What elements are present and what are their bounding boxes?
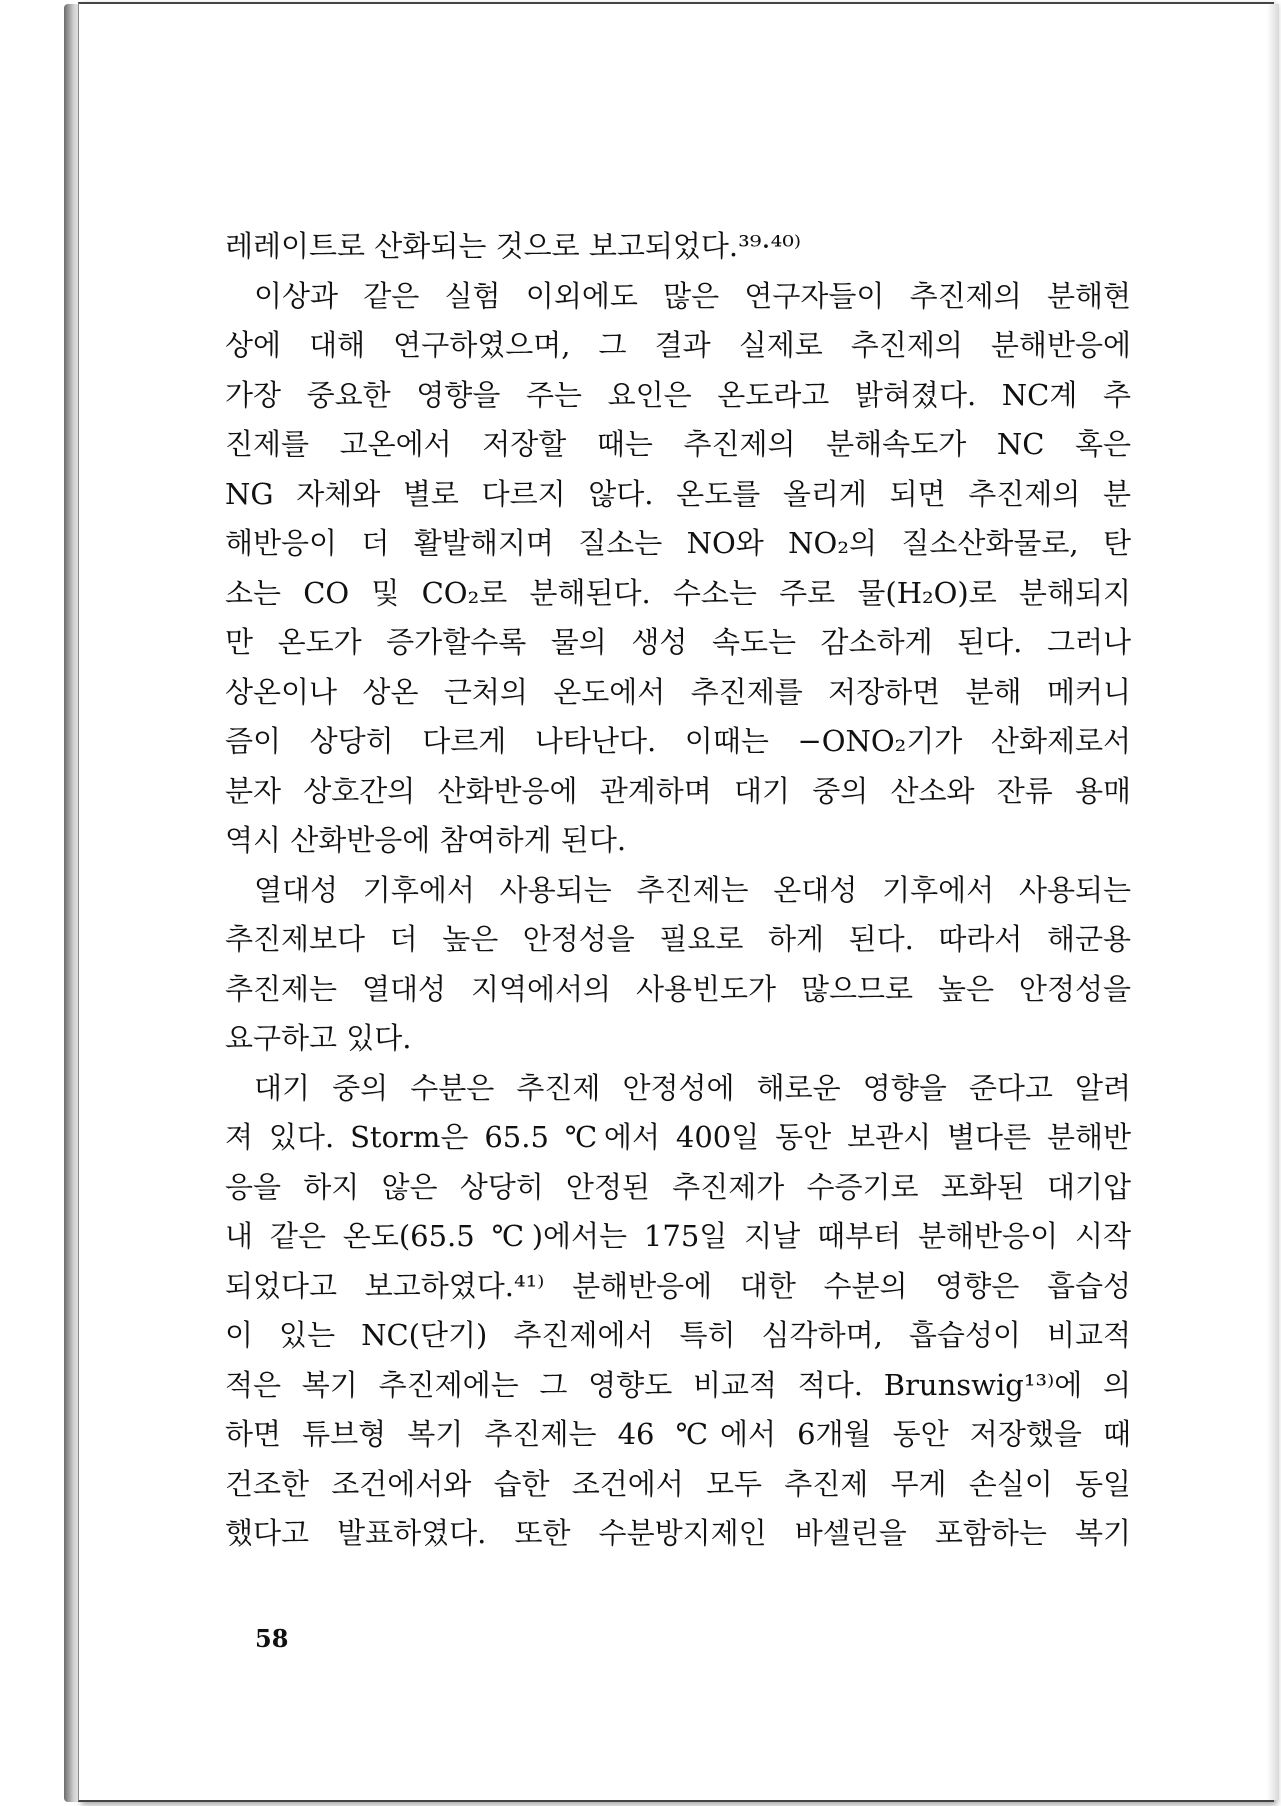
text-line: 열대성 기후에서 사용되는 추진제는 온대성 기후에서 사용되는 bbox=[254, 872, 1131, 907]
page-edge-shade bbox=[1267, 4, 1279, 1800]
text-line: 소는 CO 및 CO₂로 분해된다. 수소는 주로 물(H₂O)로 분해되지 bbox=[225, 575, 1131, 610]
text-line: 건조한 조건에서와 습한 조건에서 모두 추진제 무게 손실이 동일 bbox=[225, 1466, 1131, 1501]
text-line: 역시 산화반응에 참여하게 된다. bbox=[225, 823, 627, 857]
text-line: 요구하고 있다. bbox=[225, 1021, 412, 1055]
text-line: 레레이트로 산화되는 것으로 보고되었다.³⁹·⁴⁰⁾ bbox=[225, 229, 801, 263]
text-line: 만 온도가 증가할수록 물의 생성 속도는 감소하게 된다. 그러나 bbox=[225, 625, 1131, 659]
text-line: 추진제보다 더 높은 안정성을 필요로 하게 된다. 따라서 해군용 bbox=[225, 922, 1131, 956]
text-line: 져 있다. Storm은 65.5 ℃에서 400일 동안 보관시 별다른 분해반 bbox=[225, 1120, 1131, 1154]
text-line: 대기 중의 수분은 추진제 안정성에 해로운 영향을 준다고 알려 bbox=[254, 1070, 1131, 1105]
text-line: 가장 중요한 영향을 주는 요인은 온도라고 밝혀졌다. NC계 추 bbox=[225, 377, 1131, 412]
text-line: 상온이나 상온 근처의 온도에서 추진제를 저장하면 분해 메커니 bbox=[225, 674, 1131, 709]
text-line: 상에 대해 연구하였으며, 그 결과 실제로 추진제의 분해반응에 bbox=[225, 328, 1131, 362]
text-line: 응을 하지 않은 상당히 안정된 추진제가 수증기로 포화된 대기압 bbox=[225, 1169, 1131, 1204]
text-line: 하면 튜브형 복기 추진제는 46 ℃에서 6개월 동안 저장했을 때 bbox=[225, 1417, 1131, 1451]
text-line: 즘이 상당히 다르게 나타난다. 이때는 −ONO₂기가 산화제로서 bbox=[225, 724, 1131, 758]
text-line: 분자 상호간의 산화반응에 관계하며 대기 중의 산소와 잔류 용매 bbox=[225, 773, 1131, 808]
text-line: 되었다고 보고하였다.⁴¹⁾ 분해반응에 대한 수분의 영향은 흡습성 bbox=[225, 1268, 1131, 1303]
text-line: 했다고 발표하였다. 또한 수분방지제인 바셀린을 포함하는 복기 bbox=[225, 1516, 1131, 1550]
text-line: 이 있는 NC(단기) 추진제에서 특히 심각하며, 흡습성이 비교적 bbox=[225, 1318, 1131, 1352]
text-line: 내 같은 온도(65.5 ℃)에서는 175일 지날 때부터 분해반응이 시작 bbox=[225, 1219, 1131, 1253]
text-line: 해반응이 더 활발해지며 질소는 NO와 NO₂의 질소산화물로, 탄 bbox=[225, 526, 1131, 560]
text-line: NG 자체와 별로 다르지 않다. 온도를 올리게 되면 추진제의 분 bbox=[225, 476, 1131, 511]
page-number: 58 bbox=[255, 1624, 289, 1653]
text-line: 추진제는 열대성 지역에서의 사용빈도가 많으므로 높은 안정성을 bbox=[225, 971, 1131, 1006]
text-line: 이상과 같은 실험 이외에도 많은 연구자들이 추진제의 분해현 bbox=[254, 278, 1131, 313]
text-line: 적은 복기 추진제에는 그 영향도 비교적 적다. Brunswig¹³⁾에 의 bbox=[225, 1367, 1131, 1402]
body-text bbox=[225, 222, 1131, 1559]
text-line: 진제를 고온에서 저장할 때는 추진제의 분해속도가 NC 혹은 bbox=[225, 427, 1131, 461]
